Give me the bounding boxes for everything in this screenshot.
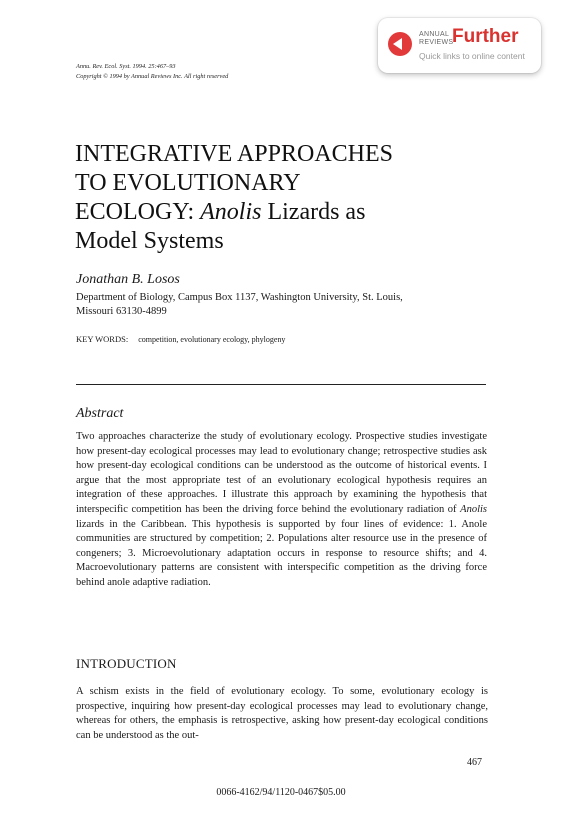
abstract-text-part-2: lizards in the Caribbean. This hypothesis is supported by four lines of evidence: 1. Anole communities are structured by competition; 2. Populations alter resource use in the presence of congeners; 3. Microevolutionary adaptation occurs in response to resource shifts; and 4. Macroevolutionary patterns are consistent with interspecific competition as the driving force behind anole adaptive radiation. <box>76 518 487 588</box>
page-number: 467 <box>467 757 482 768</box>
title-line-1: INTEGRATIVE APPROACHES <box>75 141 394 167</box>
badge-further-text: Further <box>452 26 519 47</box>
affiliation-line-1: Department of Biology, Campus Box 1137, Washington University, St. Louis, <box>76 292 403 303</box>
keywords-label: KEY WORDS: <box>76 334 129 344</box>
title-line-3-suffix: Lizards as <box>261 199 366 225</box>
article-title <box>75 140 393 256</box>
badge-reviews-text: REVIEWS <box>419 39 454 46</box>
abstract-heading: Abstract <box>76 406 124 421</box>
badge-annual-text: ANNUAL <box>419 31 450 38</box>
abstract-text-part-1: Two approaches characterize the study of evolutionary ecology. Prospective studies investigate how present-day ecological processes may lead to evolutionary change; retrospective studies ask how present-day ecological conditions can be understood as the outcome of historical events. I argue that the most appropriate test of an evolutionary ecological hypothesis requires an integration of these approaches. I illustrate this approach by examining the hypothesis that interspecific competition has been the driving force behind the evolutionary radiation of <box>76 431 487 515</box>
abstract-genus: Anolis <box>460 503 487 515</box>
article-code: 0066-4162/94/1120-0467$05.00 <box>216 787 346 798</box>
annual-reviews-further-badge[interactable] <box>378 18 541 73</box>
badge-subtitle: Quick links to online content <box>419 51 525 61</box>
introduction-heading: INTRODUCTION <box>76 656 177 671</box>
affiliation-line-2: Missouri 63130-4899 <box>76 306 167 317</box>
section-divider <box>76 384 486 385</box>
badge-annual-reviews-label <box>419 31 453 47</box>
keywords <box>76 334 285 344</box>
keywords-list: competition, evolutionary ecology, phylogeny <box>138 335 286 344</box>
journal-citation: Annu. Rev. Ecol. Syst. 1994. 25:467–93 <box>76 63 176 70</box>
journal-reference <box>76 62 228 81</box>
title-line-3-prefix: ECOLOGY: <box>75 199 201 225</box>
journal-copyright: Copyright © 1994 by Annual Reviews Inc. All right reserved <box>76 72 229 80</box>
title-genus: Anolis <box>200 199 262 225</box>
introduction-text: A schism exists in the field of evolutionary ecology. To some, evolutionary ecology is prospective, inquiring how present-day ecological processes may lead to evolutionary change, whereas for others, the emphasis is retrospective, asking how present-day ecological conditions can be understood as the out- <box>76 686 488 741</box>
title-line-4: Model Systems <box>75 228 224 254</box>
author-name: Jonathan B. Losos <box>76 272 180 287</box>
author-affiliation <box>76 291 496 319</box>
title-line-2: TO EVOLUTIONARY <box>75 170 301 196</box>
further-arrow-icon <box>388 32 412 56</box>
abstract-text <box>76 430 487 591</box>
